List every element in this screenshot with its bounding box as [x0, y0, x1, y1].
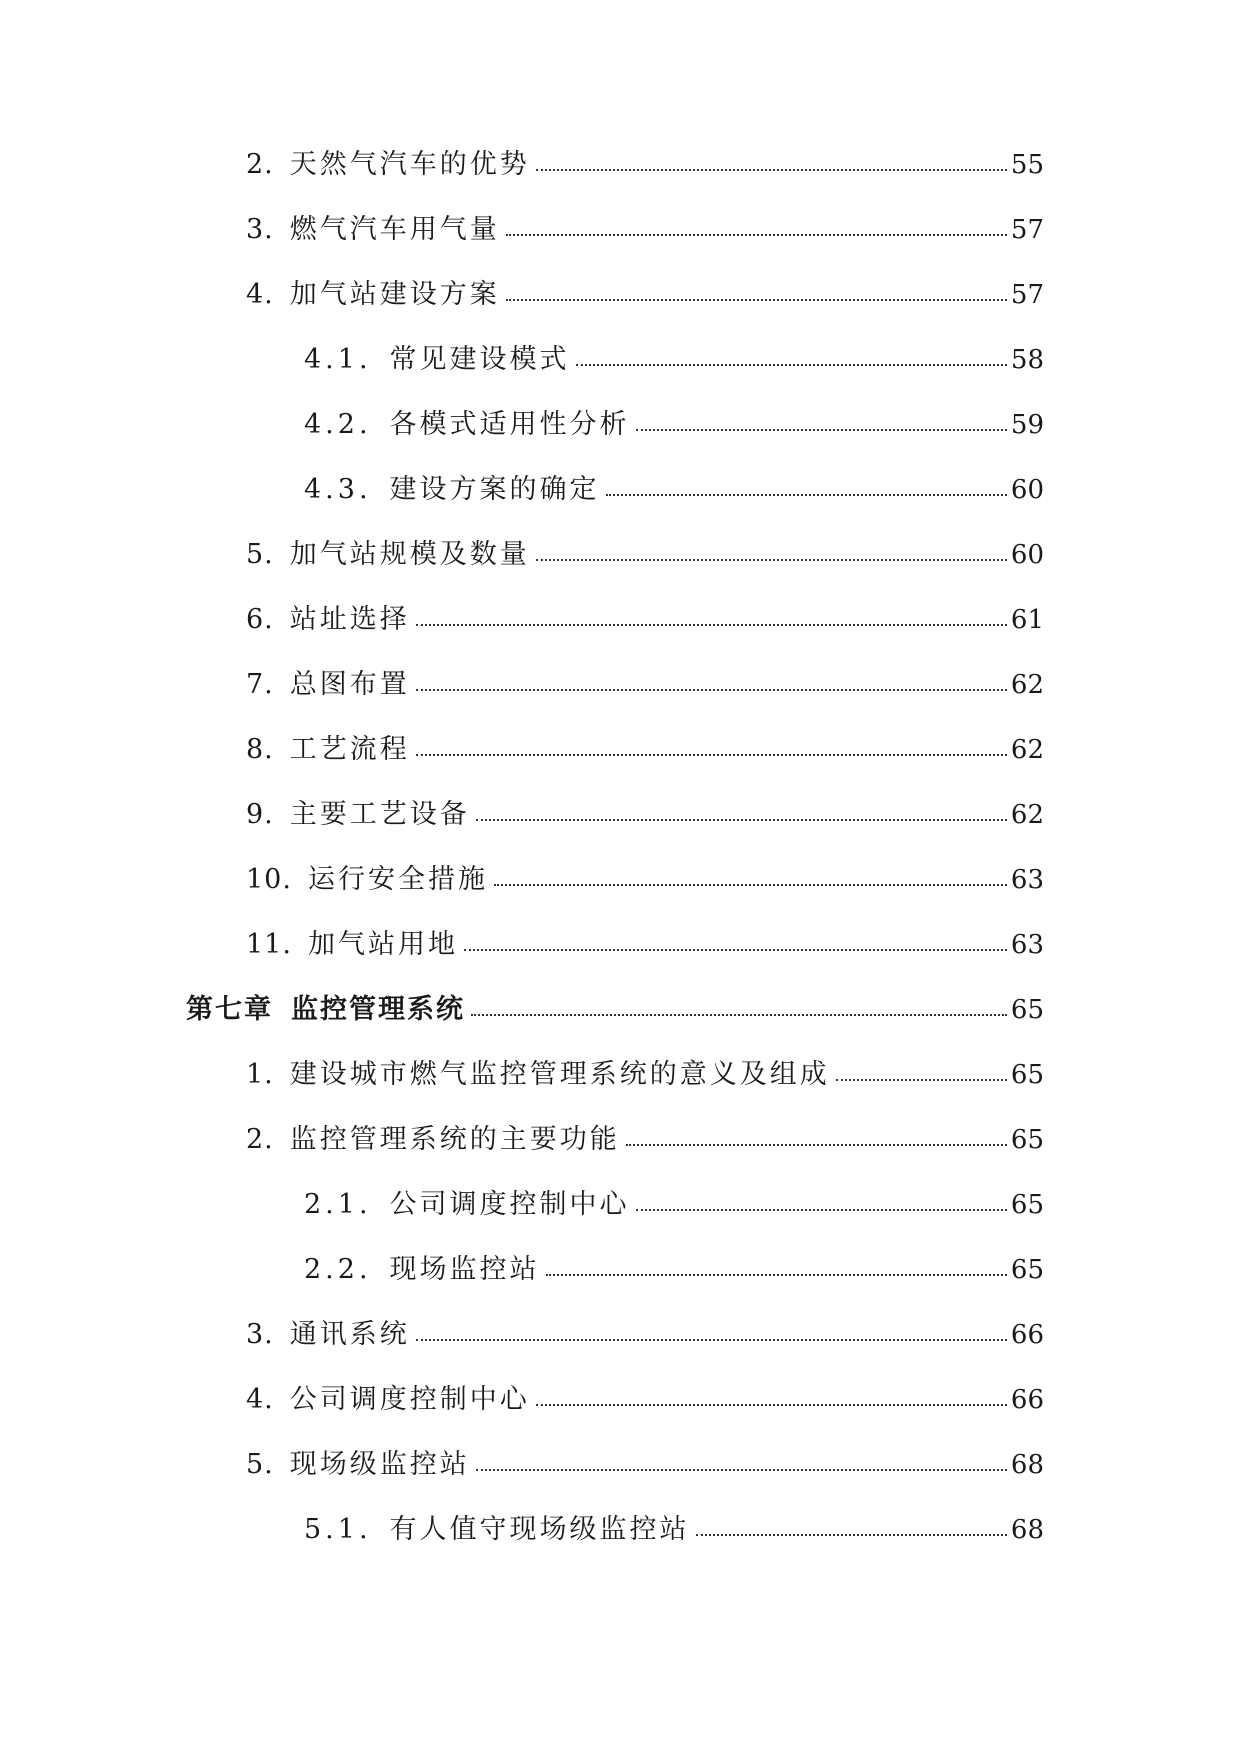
- toc-dot-leader: [536, 1404, 1007, 1406]
- toc-dot-leader: [506, 299, 1007, 301]
- toc-entry[interactable]: [186, 475, 1044, 540]
- toc-dot-leader: [536, 169, 1007, 171]
- toc-entry[interactable]: [186, 735, 1044, 800]
- toc-entry-title: 常见建设模式: [389, 344, 570, 375]
- toc-dot-leader: [494, 884, 1007, 886]
- toc-entry[interactable]: [186, 1255, 1044, 1320]
- toc-entry-title: 建设城市燃气监控管理系统的意义及组成: [289, 1059, 830, 1090]
- toc-dot-leader: [636, 429, 1007, 431]
- table-of-contents: [186, 150, 1044, 1580]
- toc-dot-leader: [416, 624, 1007, 626]
- toc-entry-title: 公司调度控制中心: [389, 1189, 630, 1220]
- toc-entry-page-number: 59: [1010, 410, 1044, 440]
- toc-entry-title: 加气站规模及数量: [289, 539, 530, 570]
- toc-entry-title: 公司调度控制中心: [289, 1384, 530, 1415]
- toc-entry-page-number: 57: [1010, 280, 1044, 310]
- toc-entry-page-number: 58: [1010, 345, 1044, 375]
- toc-entry-page-number: 65: [1010, 1255, 1044, 1285]
- toc-entry-title: 有人值守现场级监控站: [389, 1514, 690, 1545]
- toc-entry-title: 总图布置: [289, 669, 410, 700]
- toc-entry-title: 各模式适用性分析: [389, 409, 630, 440]
- toc-dot-leader: [636, 1209, 1007, 1211]
- toc-entry-title: 现场级监控站: [289, 1449, 470, 1480]
- toc-entry-page-number: 68: [1010, 1450, 1044, 1480]
- toc-entry-title: 监控管理系统的主要功能: [289, 1124, 620, 1155]
- toc-dot-leader: [476, 1469, 1007, 1471]
- toc-entry[interactable]: [186, 540, 1044, 605]
- toc-entry-number: 5.: [246, 539, 274, 570]
- toc-entry-page-number: 63: [1010, 930, 1044, 960]
- toc-entry-number: 4.1.: [304, 344, 372, 375]
- toc-dot-leader: [416, 689, 1007, 691]
- toc-entry[interactable]: [186, 1125, 1044, 1190]
- toc-entry[interactable]: [186, 1515, 1044, 1580]
- toc-entry-page-number: 60: [1010, 540, 1044, 570]
- toc-dot-leader: [576, 364, 1007, 366]
- toc-entry-number: 4.: [246, 1384, 274, 1415]
- toc-entry-page-number: 63: [1010, 865, 1044, 895]
- toc-dot-leader: [836, 1079, 1007, 1081]
- toc-entry-title: 天然气汽车的优势: [289, 149, 530, 180]
- toc-chapter-entry[interactable]: [186, 995, 1044, 1060]
- toc-dot-leader: [626, 1144, 1007, 1146]
- toc-entry[interactable]: [186, 345, 1044, 410]
- toc-entry-page-number: 66: [1010, 1385, 1044, 1415]
- toc-entry-title: 运行安全措施: [307, 864, 488, 895]
- toc-entry-number: 4.: [246, 279, 274, 310]
- toc-entry-number: 11.: [246, 929, 292, 960]
- toc-entry-title: 工艺流程: [289, 734, 410, 765]
- toc-entry-title: 建设方案的确定: [389, 474, 600, 505]
- toc-entry-page-number: 62: [1010, 735, 1044, 765]
- toc-entry-number: 10.: [246, 864, 292, 895]
- toc-entry-number: 2.: [246, 149, 274, 180]
- toc-dot-leader: [416, 754, 1007, 756]
- toc-entry[interactable]: [186, 930, 1044, 995]
- toc-entry-title: 监控管理系统: [291, 994, 465, 1025]
- toc-entry-number: 2.2.: [304, 1254, 372, 1285]
- toc-entry-number: 3.: [246, 1319, 274, 1350]
- toc-dot-leader: [536, 559, 1007, 561]
- toc-entry-number: 4.2.: [304, 409, 372, 440]
- toc-entry-page-number: 65: [1010, 1125, 1044, 1155]
- toc-entry-title: 主要工艺设备: [289, 799, 470, 830]
- toc-entry-number: 4.3.: [304, 474, 372, 505]
- toc-entry-number: 2.1.: [304, 1189, 372, 1220]
- toc-entry-page-number: 57: [1010, 215, 1044, 245]
- toc-entry[interactable]: [186, 1320, 1044, 1385]
- toc-entry-title: 现场监控站: [389, 1254, 540, 1285]
- toc-entry[interactable]: [186, 1385, 1044, 1450]
- toc-entry[interactable]: [186, 1190, 1044, 1255]
- toc-entry[interactable]: [186, 1450, 1044, 1515]
- toc-entry-page-number: 65: [1010, 1060, 1044, 1090]
- toc-entry-number: 2.: [246, 1124, 274, 1155]
- toc-dot-leader: [506, 234, 1007, 236]
- toc-entry[interactable]: [186, 605, 1044, 670]
- toc-dot-leader: [696, 1534, 1007, 1536]
- toc-entry[interactable]: [186, 215, 1044, 280]
- toc-entry-number: 6.: [246, 604, 274, 635]
- toc-dot-leader: [606, 494, 1007, 496]
- toc-dot-leader: [476, 819, 1007, 821]
- toc-entry[interactable]: [186, 865, 1044, 930]
- toc-entry-number: 9.: [246, 799, 274, 830]
- toc-entry-number: 7.: [246, 669, 274, 700]
- toc-dot-leader: [416, 1339, 1007, 1341]
- toc-entry[interactable]: [186, 670, 1044, 735]
- toc-entry-title: 加气站用地: [307, 929, 458, 960]
- toc-entry[interactable]: [186, 800, 1044, 865]
- toc-entry-page-number: 68: [1010, 1515, 1044, 1545]
- toc-entry-title: 通讯系统: [289, 1319, 410, 1350]
- toc-entry-number: 5.: [246, 1449, 274, 1480]
- toc-entry-number: 第七章: [186, 994, 273, 1025]
- toc-entry[interactable]: [186, 410, 1044, 475]
- toc-entry-number: 3.: [246, 214, 274, 245]
- toc-entry[interactable]: [186, 280, 1044, 345]
- toc-entry-title: 站址选择: [289, 604, 410, 635]
- toc-entry-page-number: 62: [1010, 800, 1044, 830]
- toc-entry[interactable]: [186, 150, 1044, 215]
- toc-entry-number: 8.: [246, 734, 274, 765]
- toc-entry-page-number: 65: [1010, 1190, 1044, 1220]
- toc-entry-title: 燃气汽车用气量: [289, 214, 500, 245]
- toc-entry-number: 1.: [246, 1059, 274, 1090]
- toc-entry-page-number: 62: [1010, 670, 1044, 700]
- toc-entry-page-number: 60: [1010, 475, 1044, 505]
- toc-entry-page-number: 66: [1010, 1320, 1044, 1350]
- toc-entry-page-number: 61: [1010, 605, 1044, 635]
- toc-entry-page-number: 55: [1010, 150, 1044, 180]
- toc-dot-leader: [464, 949, 1007, 951]
- toc-dot-leader: [471, 1014, 1007, 1016]
- toc-entry-title: 加气站建设方案: [289, 279, 500, 310]
- toc-entry-number: 5.1.: [304, 1514, 372, 1545]
- toc-entry-page-number: 65: [1010, 995, 1044, 1025]
- toc-entry[interactable]: [186, 1060, 1044, 1125]
- toc-dot-leader: [546, 1274, 1007, 1276]
